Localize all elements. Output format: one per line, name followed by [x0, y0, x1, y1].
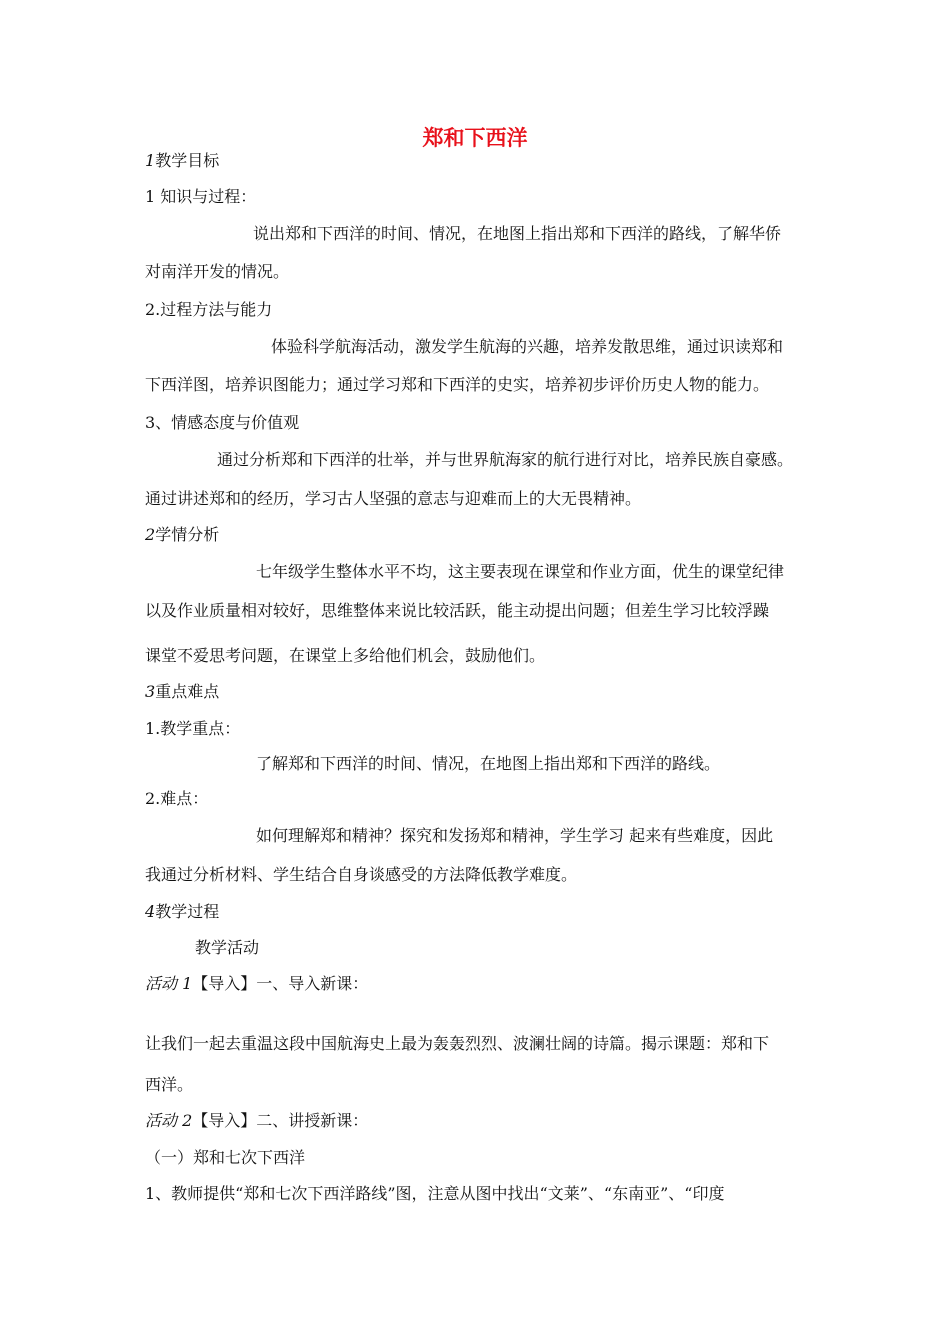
paragraph-line: 2.过程方法与能力 — [145, 300, 273, 319]
paragraph-line: 1、教师提供“郑和七次下西洋路线”图，注意从图中找出“文莱”、“东南亚”、“印度 — [145, 1184, 725, 1203]
paragraph-line: 如何理解郑和精神？探究和发扬郑和精神，学生学习 起来有些难度，因此 — [256, 826, 774, 845]
paragraph-line: 1.教学重点： — [145, 719, 241, 738]
paragraph-line: 让我们一起去重温这段中国航海史上最为轰轰烈烈、波澜壮阔的诗篇。揭示课题：郑和下 — [145, 1034, 770, 1053]
paragraph-line: 2.难点： — [145, 789, 209, 808]
activity-prefix: 活动 2 — [145, 1111, 193, 1130]
activity-title: 【导入】一、导入新课： — [192, 974, 369, 993]
paragraph-line: 七年级学生整体水平不均，这主要表现在课堂和作业方面，优生的课堂纪律 — [256, 562, 785, 581]
paragraph-line: （一）郑和七次下西洋 — [145, 1148, 306, 1167]
section-number: 1 — [145, 151, 156, 170]
paragraph-line: 以及作业质量相对较好，思维整体来说比较活跃，能主动提出问题；但差生学习比较浮躁 — [145, 601, 770, 620]
activity-prefix: 活动 1 — [145, 974, 193, 993]
section-number: 4 — [145, 902, 156, 921]
paragraph-line: 对南洋开发的情况。 — [145, 262, 290, 281]
paragraph-line: 我通过分析材料、学生结合自身谈感受的方法降低教学难度。 — [145, 865, 578, 884]
paragraph-line: 西洋。 — [145, 1075, 194, 1094]
section-heading-2 — [145, 524, 219, 546]
paragraph-line: 1 知识与过程： — [145, 187, 257, 206]
activity-heading-1 — [145, 973, 368, 995]
section-heading-3 — [145, 681, 219, 703]
paragraph-line: 教学活动 — [195, 938, 260, 957]
paragraph-line: 下西洋图，培养识图能力；通过学习郑和下西洋的史实，培养初步评价历史人物的能力。 — [145, 375, 770, 394]
paragraph-line: 3、情感态度与价值观 — [145, 413, 300, 432]
section-label: 教学目标 — [155, 151, 220, 170]
section-heading-4 — [145, 901, 219, 923]
paragraph-line: 通过讲述郑和的经历，学习古人坚强的意志与迎难而上的大无畏精神。 — [145, 489, 642, 508]
section-heading-1 — [145, 150, 219, 172]
section-number: 2 — [145, 525, 156, 544]
page-title: 郑和下西洋 — [422, 125, 528, 150]
paragraph-line: 了解郑和下西洋的时间、情况，在地图上指出郑和下西洋的路线。 — [256, 754, 721, 773]
section-label: 教学过程 — [155, 902, 220, 921]
paragraph-line: 课堂不爱思考问题，在课堂上多给他们机会，鼓励他们。 — [145, 646, 546, 665]
paragraph-line: 说出郑和下西洋的时间、情况，在地图上指出郑和下西洋的路线，了解华侨 — [253, 224, 782, 243]
activity-heading-2 — [145, 1110, 368, 1132]
activity-title: 【导入】二、讲授新课： — [192, 1111, 369, 1130]
paragraph-line: 体验科学航海活动，激发学生航海的兴趣，培养发散思维，通过识读郑和 — [271, 337, 784, 356]
section-number: 3 — [145, 682, 156, 701]
section-label: 重点难点 — [155, 682, 220, 701]
section-label: 学情分析 — [155, 525, 220, 544]
paragraph-line: 通过分析郑和下西洋的壮举，并与世界航海家的航行进行对比，培养民族自豪感。 — [217, 450, 794, 469]
